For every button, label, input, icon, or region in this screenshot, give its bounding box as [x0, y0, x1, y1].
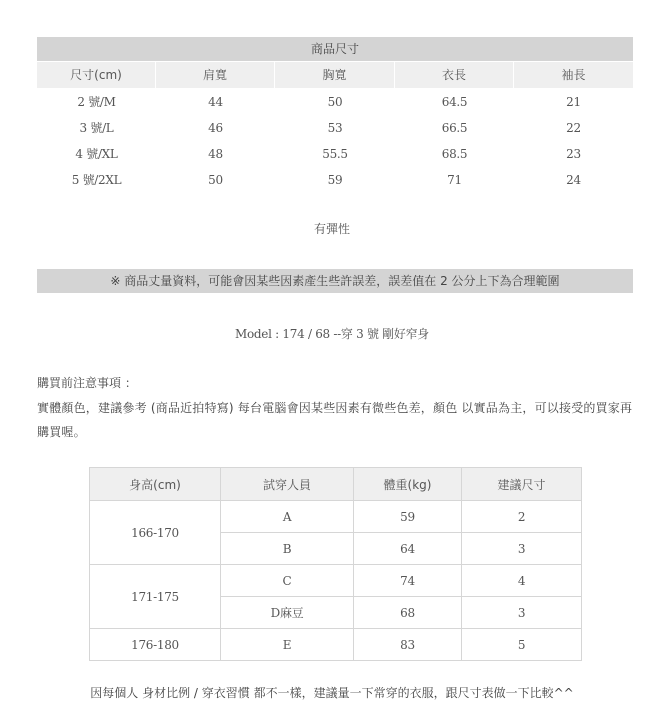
header-size: 尺寸(cm)	[37, 62, 156, 88]
table-row	[90, 501, 582, 533]
size-cell: 2 號/M	[77, 95, 116, 109]
chest-cell: 55.5	[322, 147, 348, 161]
height-cell: 166-170	[90, 501, 221, 565]
suggested-size-cell: 5	[462, 629, 582, 661]
length-cell: 71	[447, 173, 462, 187]
shoulder-cell: 48	[208, 147, 223, 161]
header-length: 衣長	[395, 62, 514, 88]
size-table-header	[37, 62, 633, 88]
height-cell: 171-175	[90, 565, 221, 629]
header-suggested-size: 建議尺寸	[462, 468, 582, 501]
person-cell: B	[221, 533, 354, 565]
header-height: 身高(cm)	[90, 468, 221, 501]
weight-cell: 64	[354, 533, 462, 565]
person-cell: E	[221, 629, 354, 661]
size-cell: 4 號/XL	[75, 147, 118, 161]
length-cell: 64.5	[441, 95, 468, 109]
sleeve-cell: 23	[566, 147, 581, 161]
suggested-size-cell: 4	[462, 565, 582, 597]
table-row	[37, 89, 633, 115]
sleeve-cell: 24	[566, 173, 581, 187]
height-cell: 176-180	[90, 629, 221, 661]
chest-cell: 53	[327, 121, 343, 135]
header-sleeve: 袖長	[561, 68, 586, 82]
suggested-size-cell: 2	[462, 501, 582, 533]
header-weight: 體重(kg)	[354, 468, 462, 501]
table-row	[37, 115, 633, 141]
shoulder-cell: 46	[208, 121, 223, 135]
purchase-notice-body: 實體顏色，建議參考 (商品近拍特寫) 每台電腦會因某些因素有微些色差，顏色 以實品為主，可以接受的買家再購買喔。	[37, 401, 633, 439]
sleeve-cell: 21	[566, 95, 581, 109]
length-cell: 68.5	[441, 147, 468, 161]
size-cell: 3 號/L	[79, 121, 114, 135]
model-info: Model : 174 / 68 --穿 3 號 剛好窄身	[235, 327, 429, 341]
header-shoulder: 肩寬	[156, 62, 275, 88]
table-row	[37, 141, 633, 167]
table-row	[90, 565, 582, 597]
size-table-title: 商品尺寸	[37, 37, 633, 61]
person-cell: D麻豆	[221, 597, 354, 629]
header-person: 試穿人員	[221, 468, 354, 501]
suggested-size-cell: 3	[462, 533, 582, 565]
elastic-label: 有彈性	[313, 222, 350, 236]
person-cell: A	[221, 501, 354, 533]
person-cell: C	[221, 565, 354, 597]
length-cell: 66.5	[441, 121, 468, 135]
purchase-notice-heading: 購買前注意事項 ：	[37, 376, 137, 390]
weight-cell: 83	[354, 629, 462, 661]
shoulder-cell: 44	[208, 95, 223, 109]
chest-cell: 59	[327, 173, 343, 187]
measurement-note: ※ 商品丈量資料，可能會因某些因素產生些許誤差，誤差值在 2 公分上下為合理範圍	[37, 269, 633, 293]
header-chest: 胸寬	[275, 62, 395, 88]
suggested-size-cell: 3	[462, 597, 582, 629]
size-cell: 5 號/2XL	[71, 173, 122, 187]
weight-cell: 68	[354, 597, 462, 629]
table-row	[37, 167, 633, 193]
chest-cell: 50	[327, 95, 343, 109]
weight-cell: 59	[354, 501, 462, 533]
footer-note: 因每個人 身材比例 / 穿衣習慣 都不一樣，建議量一下常穿的衣服，跟尺寸表做一下比較^^	[90, 686, 574, 700]
tryon-table	[89, 467, 582, 661]
shoulder-cell: 50	[208, 173, 223, 187]
sleeve-cell: 22	[566, 121, 581, 135]
table-row	[90, 629, 582, 661]
weight-cell: 74	[354, 565, 462, 597]
tryon-header-row	[90, 468, 582, 501]
